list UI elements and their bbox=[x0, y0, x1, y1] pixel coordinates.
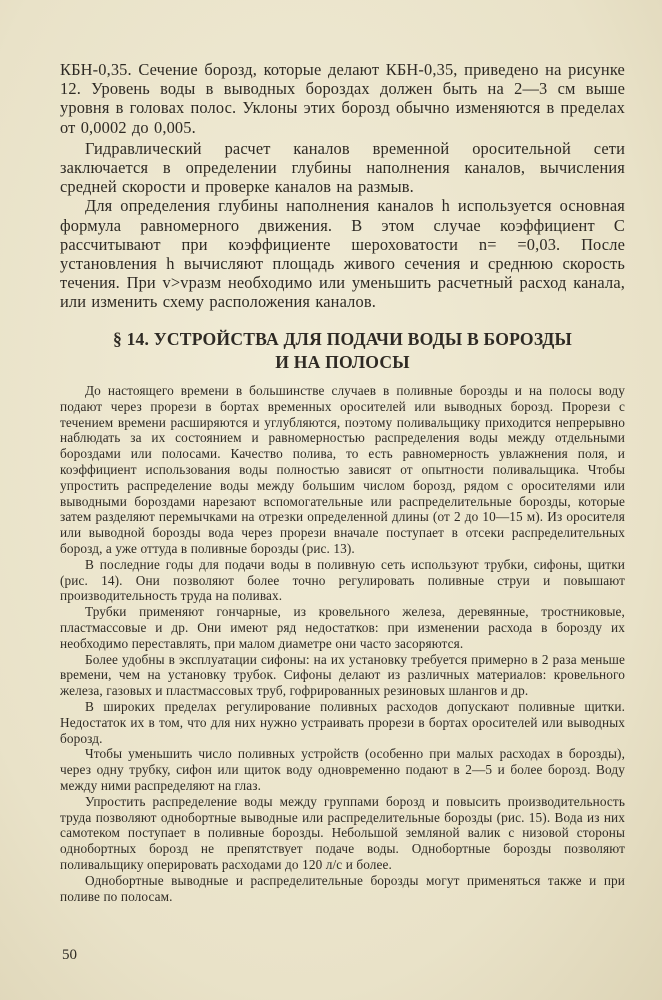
top-text-block bbox=[60, 60, 625, 312]
paragraph-hydraulic-calc: Гидравлический расчет каналов временной оросительной сети заключается в определении глубины наполнения каналов, вычисления средней скорости и проверке каналов на размыв. bbox=[60, 138, 625, 197]
paragraph-fill-depth: Для определения глубины наполнения каналов h используется основная формула равномерного движения. В этом случае коэффициент C рассчитывают при коэффициенте шероховатости n= =0,03. После установления h вычисляют площадь живого сечения и среднюю скорость течения. При v>vразм необходимо или уменьшить расчетный расход канала, или изменить схему расположения каналов. bbox=[60, 196, 625, 312]
paragraph-body: Трубки применяют гончарные, из кровельного железа, деревянные, тростниковые, пластмассовые и др. Они имеют ряд недостатков: при изменении расхода в борозду их необходимо переставлять, при малом диаметре они часто засоряются. bbox=[60, 604, 625, 651]
section-heading-line-1: § 14. УСТРОЙСТВА ДЛЯ ПОДАЧИ ВОДЫ В БОРОЗДЫ bbox=[112, 329, 573, 349]
section-heading-line-2: И НА ПОЛОСЫ bbox=[275, 352, 410, 372]
paragraph-body: В широких пределах регулирование поливных расходов допускают поливные щитки. Недостаток их в том, что для них нужно устраивать прорези в бортах оросителей или выводных борозд. bbox=[60, 698, 625, 746]
paragraph-body: До настоящего времени в большинстве случаев в поливные борозды и на полосы воду подают через прорези в бортах временных оросителей или выводных борозд. Прорези с течением времени расширяются и углубляются, поэтому поливальщику приходится непрерывно наблюдать за их состоянием и равномерностью распределения воды между отдельными бороздами или полосами. Качество полива, то есть равномерность увлажнения поля, и коэффициент использования воды полностью зависят от опытности поливальщика. Чтобы упростить распределение воды между большим числом борозд, рядом с оросителями или выводными бороздами нарезают вспомогательные или распределительные борозды, которые затем разделяют перемычками на отрезки определенной длины (от 2 до 10—15 м). Из оросителя или выводной борозды вода через прорези вначале поступает в отсеки распределительных борозд, а уже оттуда в поливные борозды (рис. 13). bbox=[60, 383, 625, 556]
body-text-block bbox=[60, 383, 625, 904]
paragraph-continuation: КБН-0,35. Сечение борозд, которые делают КБН-0,35, приведено на рисунке 12. Уровень воды в выводных бороздах должен быть на 2—3 см выше уровня в головах полос. Уклоны этих борозд обычно изменяются в пределах от 0,0002 до 0,005. bbox=[60, 60, 625, 137]
page-number: 50 bbox=[62, 947, 77, 963]
paragraph-body: Чтобы уменьшить число поливных устройств (особенно при малых расходах в борозды), через одну трубку, сифон или щиток воду одновременно подают в 2—5 и более борозд. Воду между ними распределяют на глаз. bbox=[60, 746, 625, 793]
paragraph-body: Однобортные выводные и распределительные борозды могут применяться также и при поливе по полосам. bbox=[60, 872, 625, 904]
paragraph-body: Более удобны в эксплуатации сифоны: на их установку требуется примерно в 2 раза меньше времени, чем на установку трубок. Сифоны делают из различных материалов: кровельного железа, газовых и пластмассовых труб, гофрированных резиновых шлангов и др. bbox=[60, 651, 625, 699]
section-heading bbox=[60, 328, 625, 374]
paragraph-body: Упростить распределение воды между группами борозд и повысить производительность труда позволяют однобортные выводные или распределительные борозды (рис. 15). Вода из них самотеком поступает в поливные борозды. Небольшой земляной валик с низовой стороны однобортных борозд не препятствует подаче воды. Однобортные борозды позволяют поливальщику оперировать расходами до 120 л/с и более. bbox=[60, 793, 625, 872]
paragraph-body: В последние годы для подачи воды в поливную сеть используют трубки, сифоны, щитки (рис. 14). Они позволяют более точно регулировать поливные струи и повышают производительность труда на поливах. bbox=[60, 556, 625, 604]
